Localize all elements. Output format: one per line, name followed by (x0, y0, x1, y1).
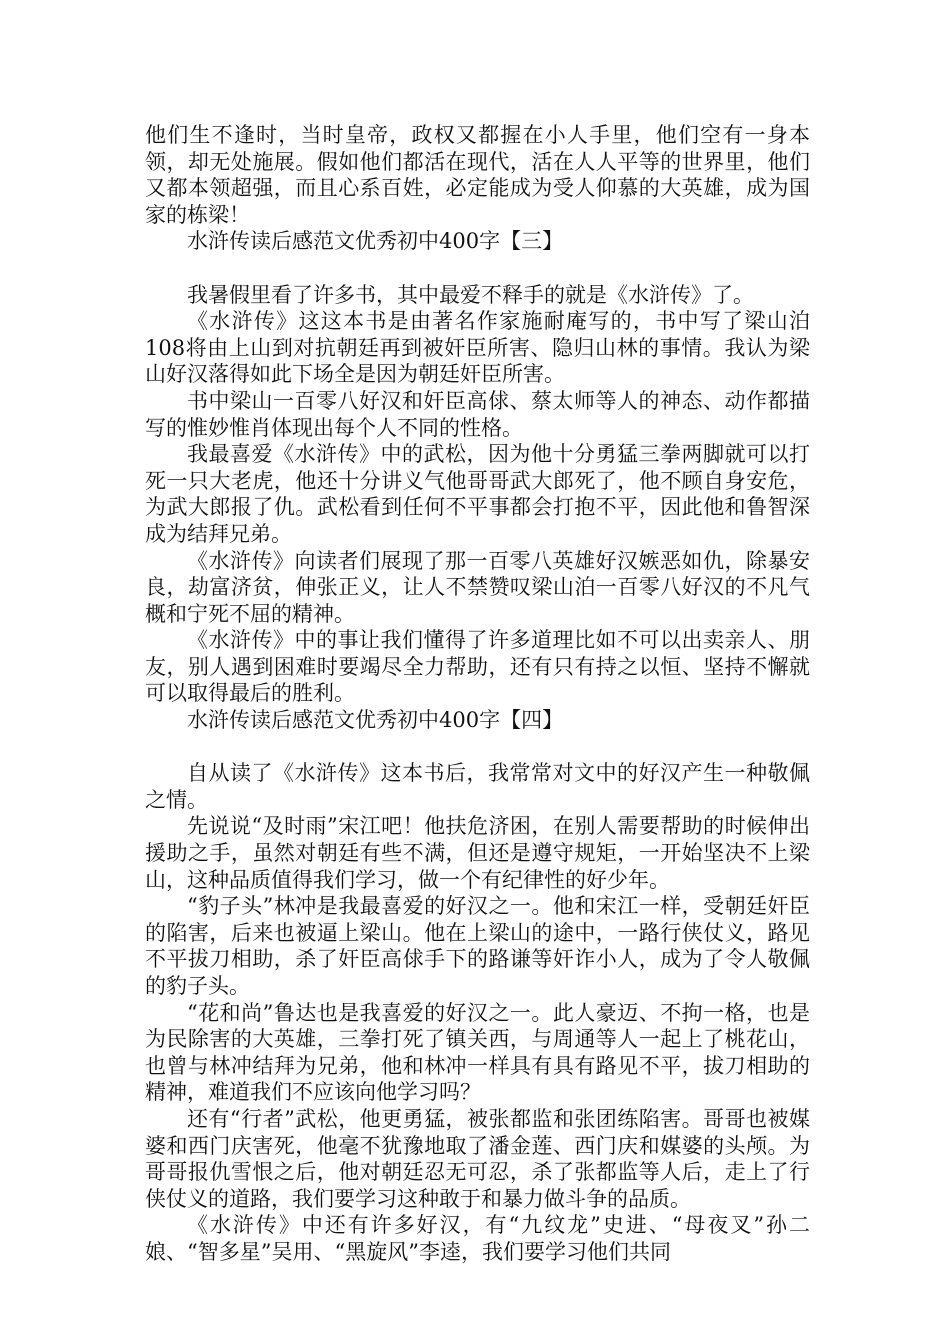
paragraph: 《水浒传》中的事让我们懂得了许多道理比如不可以出卖亲人、朋友，别人遇到困难时要竭尽全力帮助，还有只有持之以恒、坚持不懈就可以取得最后的胜利。 (145, 628, 810, 706)
paragraph: 《水浒传》向读者们展现了那一百零八英雄好汉嫉恶如仇，除暴安良，劫富济贫，伸张正义，让人不禁赞叹梁山泊一百零八好汉的不凡气概和宁死不屈的精神。 (145, 548, 810, 626)
blank-line (145, 255, 810, 282)
paragraph: “花和尚”鲁达也是我喜爱的好汉之一。此人豪迈、不拘一格，也是为民除害的大英雄，三拳打死了镇关西，与周通等人一起上了桃花山，也曾与林冲结拜为兄弟，他和林冲一样具有具有路见不平，拔刀相助的精神，难道我们不应该向他学习吗？ (145, 1000, 810, 1105)
paragraph: 《水浒传》中还有许多好汉，有“九纹龙”史进、“母夜叉”孙二娘、“智多星”吴用、“黑旋风”李逵，我们要学习他们共同 (145, 1213, 810, 1264)
paragraph: 我最喜爱《水浒传》中的武松，因为他十分勇猛三拳两脚就可以打死一只大老虎，他还十分讲义气他哥哥武大郎死了，他不顾自身安危，为武大郎报了仇。武松看到任何不平事都会打抱不平，因此他和鲁智深成为结拜兄弟。 (145, 442, 810, 546)
paragraph: 我暑假里看了许多书，其中最爱不释手的就是《水浒传》了。 (187, 282, 754, 307)
paragraph: 书中梁山一百零八好汉和奸臣高俅、蔡太师等人的神态、动作都描写的惟妙惟肖体现出每个人不同的性格。 (145, 388, 810, 440)
blank-line (145, 734, 810, 761)
paragraph: 先说说“及时雨”宋江吧！他扶危济困，在别人需要帮助的时候伸出援助之手，虽然对朝廷有些不满，但还是遵守规矩，一开始坚决不上梁山，这种品质值得我们学习，做一个有纪律性的好少年。 (145, 814, 810, 892)
section-heading-three: 水浒传读后感范文优秀初中400字【三】 (187, 229, 564, 254)
paragraph: 《水浒传》这这本书是由著名作家施耐庵写的，书中写了梁山泊108将由上山到对抗朝廷再到被奸臣所害、隐归山林的事情。我认为梁山好汉落得如此下场全是因为朝廷奸臣所害。 (145, 309, 810, 387)
paragraph-continued: 他们生不逢时，当时皇帝，政权又都握在小人手里，他们空有一身本领，却无处施展。假如他们都活在现代，活在人人平等的世界里，他们又都本领超强，而且心系百姓，必定能成为受人仰慕的大英雄，成为国家的栋梁！ (145, 123, 810, 227)
document-page (145, 122, 810, 1266)
paragraph: “豹子头”林冲是我最喜爱的好汉之一。他和宋江一样，受朝廷奸臣的陷害，后来也被逼上梁山。他在上梁山的途中，一路行侠仗义，路见不平拔刀相助，杀了奸臣高俅手下的路谦等奸诈小人，成为了令人敬佩的豹子头。 (145, 894, 810, 998)
section-heading-four: 水浒传读后感范文优秀初中400字【四】 (187, 708, 564, 733)
paragraph: 自从读了《水浒传》这本书后，我常常对文中的好汉产生一种敬佩之情。 (145, 761, 810, 812)
paragraph: 还有“行者”武松，他更勇猛，被张都监和张团练陷害。哥哥也被媒婆和西门庆害死，他毫不犹豫地取了潘金莲、西门庆和媒婆的头颅。为哥哥报仇雪恨之后，他对朝廷忍无可忍，杀了张都监等人后，走上了行侠仗义的道路，我们要学习这种敢于和暴力做斗争的品质。 (145, 1106, 810, 1211)
